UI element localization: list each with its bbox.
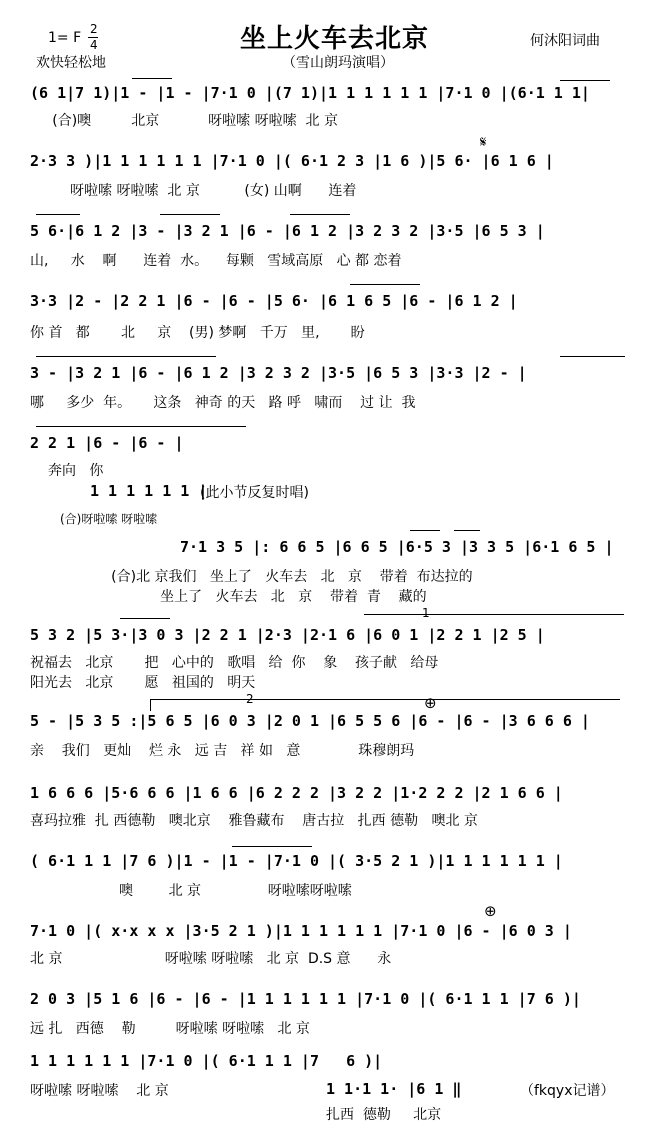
score-row-4-lyrics: 你 首 都 北 京 (男) 梦啊 千万 里, 盼 — [30, 325, 365, 341]
singer-credit: （雪山朗玛演唱） — [282, 55, 394, 71]
composer-credit: 何沐阳词曲 — [530, 33, 600, 49]
slur — [36, 426, 246, 427]
slur — [350, 284, 420, 285]
score-row-13-notes: 7·1 0 |( x·x x x |3·5 2 1 )|1 1 1 1 1 1 |7·1 0 |6 - |6 0 3 | — [30, 922, 572, 940]
coda-mark: ⊕ — [424, 694, 437, 712]
slur — [410, 530, 440, 531]
score-row-12-notes: ( 6·1 1 1 |7 6 )|1 - |1 - |7·1 0 |( 3·5 2 1 )|1 1 1 1 1 1 | — [30, 852, 563, 870]
coda-mark-2: ⊕ — [484, 902, 497, 920]
score-row-5-notes: 3 - |3 2 1 |6 - |6 1 2 |3 2 3 2 |3·5 |6 5 3 |3·3 |2 - | — [30, 364, 527, 382]
score-row-9-lyrics-1: 祝福去 北京 把 心中的 歌唱 给 你 象 孩子献 给母 — [30, 655, 439, 671]
score-row-11-notes: 1 6 6 6 |5·6 6 6 |1 6 6 |6 2 2 2 |3 2 2 |1·2 2 2 |2 1 6 6 | — [30, 784, 563, 802]
score-row-14-notes: 2 0 3 |5 1 6 |6 - |6 - |1 1 1 1 1 1 |7·1 0 |( 6·1 1 1 |7 6 )| — [30, 990, 581, 1008]
volta-1-label: 1 — [422, 606, 430, 620]
score-row-15-lyrics: 呀啦嗦 呀啦嗦 北 京 — [30, 1083, 169, 1099]
slur — [120, 618, 170, 619]
segno-mark: 𝄋 — [480, 133, 487, 151]
score-row-9-lyrics-2: 阳光去 北京 愿 祖国的 明天 — [30, 675, 256, 691]
song-title: 坐上火车去北京 — [240, 24, 430, 54]
score-row-12-lyrics: 噢 北 京 呀啦嗦呀啦嗦 — [30, 883, 352, 899]
score-row-2-lyrics: 呀啦嗦 呀啦嗦 北 京 (女) 山啊 连着 — [30, 183, 357, 199]
score-row-3-notes: 5 6·|6 1 2 |3 - |3 2 1 |6 - |6 1 2 |3 2 3 2 |3·5 |6 5 3 | — [30, 222, 545, 240]
score-row-7-notes: 1 1 1 1 1 1 | — [90, 482, 208, 500]
volta-2-bracket — [150, 699, 620, 700]
tempo-marking: 欢快轻松地 — [36, 55, 106, 71]
slur — [232, 846, 312, 847]
slur — [560, 356, 625, 357]
slur — [36, 214, 80, 215]
score-row-8-notes: 7·1 3 5 |: 6 6 5 |6 6 5 |6·5 3 |3 3 5 |6·1 6 5 | — [180, 538, 614, 556]
score-row-10-lyrics: 亲 我们 更灿 烂 永 远 吉 祥 如 意 珠穆朗玛 — [30, 743, 415, 759]
score-row-14-lyrics: 远 扎 西德 勒 呀啦嗦 呀啦嗦 北 京 — [30, 1021, 310, 1037]
score-row-8-lyrics-1: (合)北 京我们 坐上了 火车去 北 京 带着 布达拉的 — [80, 569, 473, 585]
time-signature-bottom: 4 — [90, 38, 98, 52]
score-row-1-notes: (6 1|7 1)|1 - |1 - |7·1 0 |(7 1)|1 1 1 1 1 1 |7·1 0 |(6·1 1 1| — [30, 84, 590, 102]
slur — [160, 214, 220, 215]
slur — [36, 356, 216, 357]
slur — [132, 78, 172, 79]
score-row-11-lyrics: 喜玛拉雅 扎 西德勒 噢北京 雅鲁藏布 唐古拉 扎西 德勒 噢北 京 — [30, 813, 478, 829]
score-row-6-lyrics: 奔向 你 — [48, 463, 104, 479]
score-row-10-notes: 5 - |5 3 5 :|5 6 5 |6 0 3 |2 0 1 |6 5 5 6 |6 - |6 - |3 6 6 6 | — [30, 712, 590, 730]
score-row-16-lyrics: 扎西 德勒 北京 — [326, 1107, 442, 1123]
score-row-13-lyrics: 北 京 呀啦嗦 呀啦嗦 北 京 D.S 意 永 — [30, 951, 392, 967]
slur — [454, 530, 480, 531]
score-row-5-lyrics: 哪 多少 年。 这条 神奇 的天 路 呼 啸而 过 让 我 — [30, 395, 416, 411]
volta-1-bracket — [364, 614, 624, 615]
score-row-2-notes: 2·3 3 )|1 1 1 1 1 1 |7·1 0 |( 6·1 2 3 |1 6 )|5 6· |6 1 6 | — [30, 152, 554, 170]
score-row-15-notes: 1 1 1 1 1 1 |7·1 0 |( 6·1 1 1 |7 6 )| — [30, 1052, 383, 1070]
slur — [290, 214, 350, 215]
transcriber-credit: （fkqyx记谱） — [520, 1083, 615, 1099]
score-row-1-lyrics: (合)噢 北京 呀啦嗦 呀啦嗦 北 京 — [30, 113, 338, 129]
score-row-3-lyrics: 山, 水 啊 连着 水。 每颗 雪域高原 心 都 恋着 — [30, 253, 402, 269]
score-row-4-notes: 3·3 |2 - |2 2 1 |6 - |6 - |5 6· |6 1 6 5 |6 - |6 1 2 | — [30, 292, 518, 310]
score-row-7-lyrics: (合)呀啦嗦 呀啦嗦 — [60, 512, 158, 526]
slur — [560, 80, 610, 81]
score-row-8-lyrics-2: 坐上了 火车去 北 京 带着 青 藏的 — [80, 589, 427, 605]
time-signature-top: 2 — [90, 22, 98, 36]
key-signature: 1= F — [48, 30, 82, 46]
volta-2-bracket-start — [150, 699, 151, 711]
volta-2-label: 2 — [246, 692, 254, 706]
score-row-9-notes: 5 3 2 |5 3·|3 0 3 |2 2 1 |2·3 |2·1 6 |6 0 1 |2 2 1 |2 5 | — [30, 626, 545, 644]
score-row-16-notes: 1 1·1 1· |6 1 ‖ — [326, 1080, 462, 1098]
repeat-note: (此小节反复时唱) — [200, 485, 309, 501]
score-row-6-notes: 2 2 1 |6 - |6 - | — [30, 434, 184, 452]
